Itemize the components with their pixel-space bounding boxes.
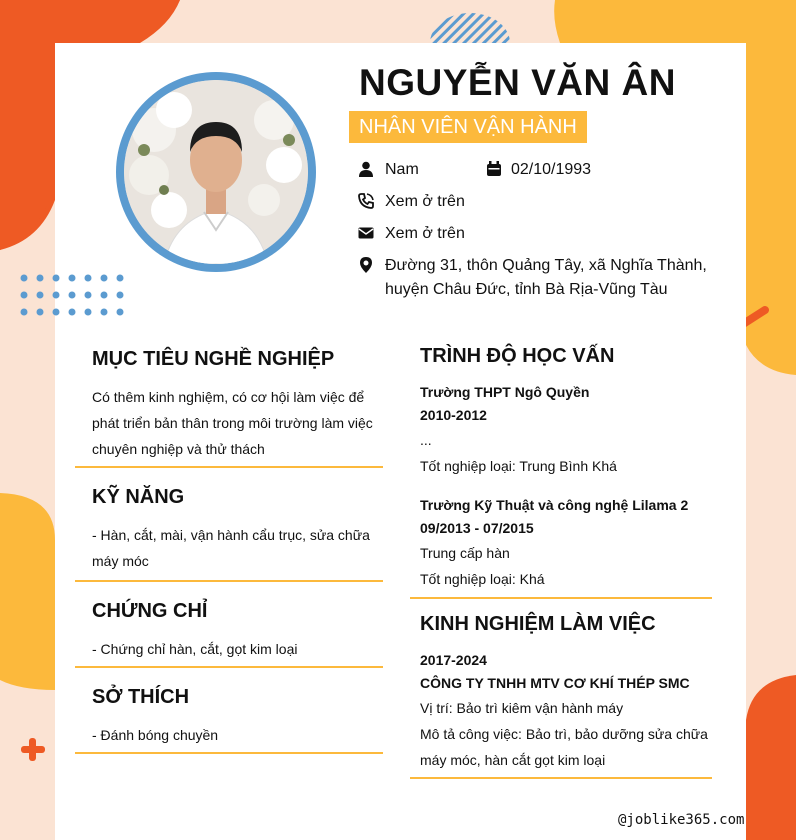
objective-line-1: Có thêm kinh nghiệm, có cơ hội làm việc để xyxy=(92,389,365,405)
hobbies-title: SỞ THÍCH xyxy=(92,686,190,708)
location-pin-icon xyxy=(358,257,374,273)
experience-desc-line-2: máy móc, hàn cắt gọt kim loại xyxy=(420,752,606,768)
education-school-2: Trường Kỹ Thuật và công nghệ Lilama 2 xyxy=(420,497,689,513)
education-major-1: ... xyxy=(420,432,432,448)
education-major-2: Trung cấp hàn xyxy=(420,545,510,561)
experience-desc-line-1: Mô tả công việc: Bảo trì, bảo dưỡng sửa chữa xyxy=(420,726,708,742)
education-period-1: 2010-2012 xyxy=(420,407,487,423)
education-period-2: 09/2013 - 07/2015 xyxy=(420,520,534,536)
watermark: @joblike365.com xyxy=(618,812,745,828)
skills-title: KỸ NĂNG xyxy=(92,486,185,508)
hobbies-line-1: - Đánh bóng chuyền xyxy=(92,727,219,743)
skills-line-2: máy móc xyxy=(92,553,149,569)
objective-divider xyxy=(75,466,383,468)
education-divider xyxy=(410,597,712,599)
user-icon xyxy=(358,161,374,177)
experience-period: 2017-2024 xyxy=(420,652,487,668)
certificates-divider xyxy=(75,666,383,668)
avatar xyxy=(124,80,308,264)
gender-value: Nam xyxy=(385,161,419,178)
hobbies-divider xyxy=(75,752,383,754)
skills-line-1: - Hàn, cắt, mài, vận hành cẩu trục, sửa chữa xyxy=(92,527,370,543)
phone-value: Xem ở trên xyxy=(385,193,465,210)
profile-photo xyxy=(124,80,308,264)
education-school-1: Trường THPT Ngô Quyền xyxy=(420,384,590,400)
education-result-1: Tốt nghiệp loại: Trung Bình Khá xyxy=(420,458,617,474)
dots-decoration xyxy=(18,272,138,322)
job-position-badge: NHÂN VIÊN VẬN HÀNH xyxy=(349,111,587,143)
education-title: TRÌNH ĐỘ HỌC VẤN xyxy=(420,345,615,367)
address-line-2: huyện Châu Đức, tỉnh Bà Rịa-Vũng Tàu xyxy=(385,281,668,298)
email-value: Xem ở trên xyxy=(385,225,465,242)
certificates-title: CHỨNG CHỈ xyxy=(92,600,208,622)
calendar-icon xyxy=(486,161,502,177)
objective-title: MỤC TIÊU NGHỀ NGHIỆP xyxy=(92,348,335,370)
candidate-name: NGUYỄN VĂN ÂN xyxy=(359,62,676,103)
envelope-icon xyxy=(358,225,374,241)
skills-divider xyxy=(75,580,383,582)
experience-company: CÔNG TY TNHH MTV CƠ KHÍ THÉP SMC xyxy=(420,675,690,691)
objective-line-2: phát triển bản thân trong môi trường làm việc xyxy=(92,415,373,431)
objective-line-3: chuyên nghiệp và thử thách xyxy=(92,441,265,457)
address-line-1: Đường 31, thôn Quảng Tây, xã Nghĩa Thành, xyxy=(385,257,707,274)
certificates-line-1: - Chứng chỉ hàn, cắt, gọt kim loại xyxy=(92,641,298,657)
education-result-2: Tốt nghiệp loại: Khá xyxy=(420,571,545,587)
experience-role: Vị trí: Bảo trì kiêm vận hành máy xyxy=(420,700,624,716)
experience-title: KINH NGHIỆM LÀM VIỆC xyxy=(420,613,656,635)
birthdate-value: 02/10/1993 xyxy=(511,161,592,178)
phone-icon xyxy=(358,193,374,209)
experience-divider xyxy=(410,777,712,779)
